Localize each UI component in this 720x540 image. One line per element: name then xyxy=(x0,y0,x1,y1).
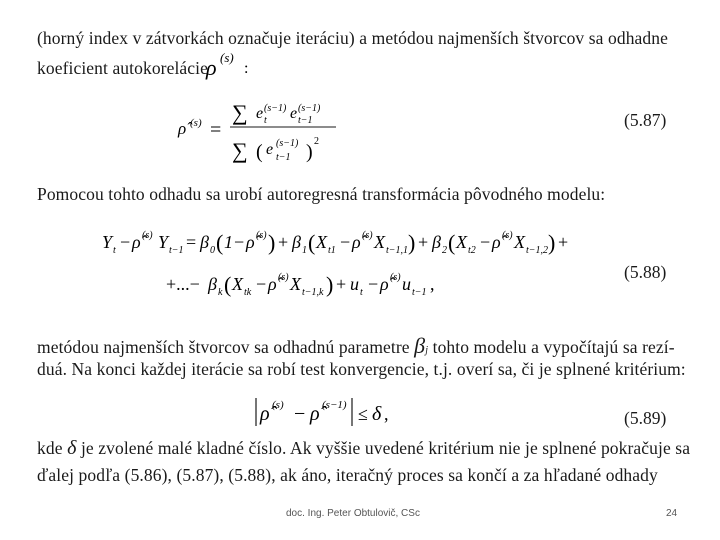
equation-number: (5.87) xyxy=(624,110,667,130)
svg-text:0: 0 xyxy=(210,245,215,256)
svg-text:+: + xyxy=(278,232,289,252)
svg-text:(s−1): (s−1) xyxy=(264,103,287,114)
svg-text:X: X xyxy=(374,232,385,252)
svg-text:2: 2 xyxy=(442,245,447,256)
svg-text:): ) xyxy=(306,141,313,163)
svg-text:≤: ≤ xyxy=(358,404,368,424)
svg-text:k: k xyxy=(218,287,223,298)
svg-text:Y: Y xyxy=(158,232,169,252)
text-fragment: tohto modelu a vypočítajú sa rezí- xyxy=(432,337,675,357)
svg-text:Y: Y xyxy=(102,232,113,252)
svg-text:(s): (s) xyxy=(220,50,234,65)
svg-text:tk: tk xyxy=(244,287,252,298)
svg-text:(s): (s) xyxy=(390,272,401,283)
svg-text:e: e xyxy=(256,105,264,122)
svg-text:−: − xyxy=(120,232,131,252)
svg-text:+: + xyxy=(336,274,347,294)
text-fragment: je zvolené malé kladné číslo. Ak vyššie uvedené kritérium nie je splnené pokračuje sa xyxy=(80,438,691,458)
svg-text:X: X xyxy=(456,232,467,252)
svg-text:∑: ∑ xyxy=(232,138,248,163)
svg-text:ρ̂: ρ̂ xyxy=(268,274,277,294)
svg-text:t: t xyxy=(113,245,116,256)
svg-text:δ: δ xyxy=(372,403,382,425)
svg-text:(s): (s) xyxy=(278,272,289,283)
svg-text:(s): (s) xyxy=(502,230,513,241)
svg-text:(: ( xyxy=(308,230,316,255)
svg-text:t−1,k: t−1,k xyxy=(302,287,324,298)
svg-text:(s): (s) xyxy=(142,230,153,241)
equation-number: (5.88) xyxy=(624,262,667,282)
svg-text:−: − xyxy=(340,232,351,252)
svg-text:ρ: ρ xyxy=(206,55,217,80)
svg-text:ρ̂: ρ̂ xyxy=(260,403,270,425)
svg-text:(: ( xyxy=(224,272,232,297)
beta-symbol: β xyxy=(414,333,426,358)
equation-5-89 xyxy=(252,392,402,432)
svg-text:(s): (s) xyxy=(272,399,284,411)
text-line: Pomocou tohto odhadu sa urobí autoregresná transformácia pôvodného modelu: xyxy=(37,184,606,204)
svg-text:t2: t2 xyxy=(468,245,476,256)
svg-text:ρ̂: ρ̂ xyxy=(352,232,361,252)
svg-text:X: X xyxy=(232,274,243,294)
svg-text:ρ̂: ρ̂ xyxy=(492,232,501,252)
svg-text:=: = xyxy=(210,119,222,141)
svg-text:): ) xyxy=(326,272,334,297)
svg-text:t−1,1: t−1,1 xyxy=(386,245,409,256)
svg-text:u: u xyxy=(350,274,359,294)
svg-text:β: β xyxy=(432,232,441,252)
svg-text:): ) xyxy=(268,230,276,255)
delta-symbol: δ xyxy=(67,437,77,459)
svg-text:): ) xyxy=(408,230,416,255)
text-line: koeficient autokorelácie xyxy=(37,58,208,78)
svg-text:): ) xyxy=(548,230,556,255)
svg-text:,: , xyxy=(384,404,389,424)
svg-text:t−1,2: t−1,2 xyxy=(526,245,549,256)
svg-text:t: t xyxy=(264,115,267,126)
svg-text:(s): (s) xyxy=(362,230,373,241)
svg-text:t1: t1 xyxy=(328,245,336,256)
svg-text:ρ̂: ρ̂ xyxy=(132,232,141,252)
equation-number: (5.89) xyxy=(624,408,667,428)
svg-text:(s): (s) xyxy=(256,230,267,241)
svg-text:ρ̂: ρ̂ xyxy=(246,232,255,252)
svg-text:e: e xyxy=(290,105,298,122)
rho-superscript-symbol xyxy=(204,48,254,82)
text-fragment: kde xyxy=(37,438,63,458)
equation-5-87 xyxy=(172,96,372,168)
svg-text:t−1: t−1 xyxy=(412,287,427,298)
svg-text:−: − xyxy=(234,232,245,252)
equation-5-88 xyxy=(100,220,570,300)
svg-text:+: + xyxy=(558,232,569,252)
svg-text:u: u xyxy=(402,274,411,294)
svg-text:,: , xyxy=(430,274,435,294)
svg-text:ρ̂: ρ̂ xyxy=(310,403,320,425)
text-line: duá. Na konci každej iterácie sa robí test konvergencie, t.j. overí sa, či je splnené kritérium: xyxy=(37,359,686,379)
svg-text:∑: ∑ xyxy=(232,100,248,125)
svg-text:=: = xyxy=(186,232,197,252)
svg-text:t−1: t−1 xyxy=(298,115,313,126)
beta-subscript: j xyxy=(425,345,429,356)
svg-text:1: 1 xyxy=(224,232,233,252)
svg-text:t−1: t−1 xyxy=(169,245,184,256)
svg-text:(s): (s) xyxy=(190,117,202,129)
svg-text:X: X xyxy=(514,232,525,252)
svg-text::: : xyxy=(244,60,249,77)
text-fragment: metódou najmenších štvorcov sa odhadnú parametre xyxy=(37,337,410,357)
text-line: ďalej podľa (5.86), (5.87), (5.88), ak áno, iteračný proces sa končí a za hľadané odhady xyxy=(37,465,658,485)
svg-text:(: ( xyxy=(256,141,263,163)
text-line xyxy=(37,437,690,460)
svg-text:ρ̂: ρ̂ xyxy=(178,119,187,138)
svg-text:e: e xyxy=(266,141,274,158)
svg-text:(s−1): (s−1) xyxy=(322,399,347,411)
page-number: 24 xyxy=(666,508,678,519)
text-line: (horný index v zátvorkách označuje iteráciu) a metódou najmenších štvorcov sa odhadne xyxy=(37,28,668,48)
svg-text:1: 1 xyxy=(302,245,307,256)
svg-text:X: X xyxy=(290,274,301,294)
svg-text:β: β xyxy=(200,232,209,252)
svg-text:β: β xyxy=(292,232,301,252)
footer-author: doc. Ing. Peter Obtulovič, CSc xyxy=(286,508,420,519)
svg-text:t: t xyxy=(360,287,363,298)
svg-text:−: − xyxy=(294,403,306,425)
svg-text:2: 2 xyxy=(314,136,319,147)
svg-text:t−1: t−1 xyxy=(276,152,291,163)
svg-text:β: β xyxy=(208,274,217,294)
svg-text:(s−1): (s−1) xyxy=(298,103,321,114)
svg-text:(: ( xyxy=(216,230,224,255)
svg-text:(: ( xyxy=(448,230,456,255)
svg-text:X: X xyxy=(316,232,327,252)
svg-text:+: + xyxy=(418,232,429,252)
svg-text:−: − xyxy=(480,232,491,252)
svg-text:−: − xyxy=(256,274,267,294)
svg-text:−: − xyxy=(368,274,379,294)
svg-text:(s−1): (s−1) xyxy=(276,138,299,149)
svg-text:ρ̂: ρ̂ xyxy=(380,274,389,294)
text-line xyxy=(37,333,675,359)
svg-text:+...−: +...− xyxy=(166,274,200,294)
